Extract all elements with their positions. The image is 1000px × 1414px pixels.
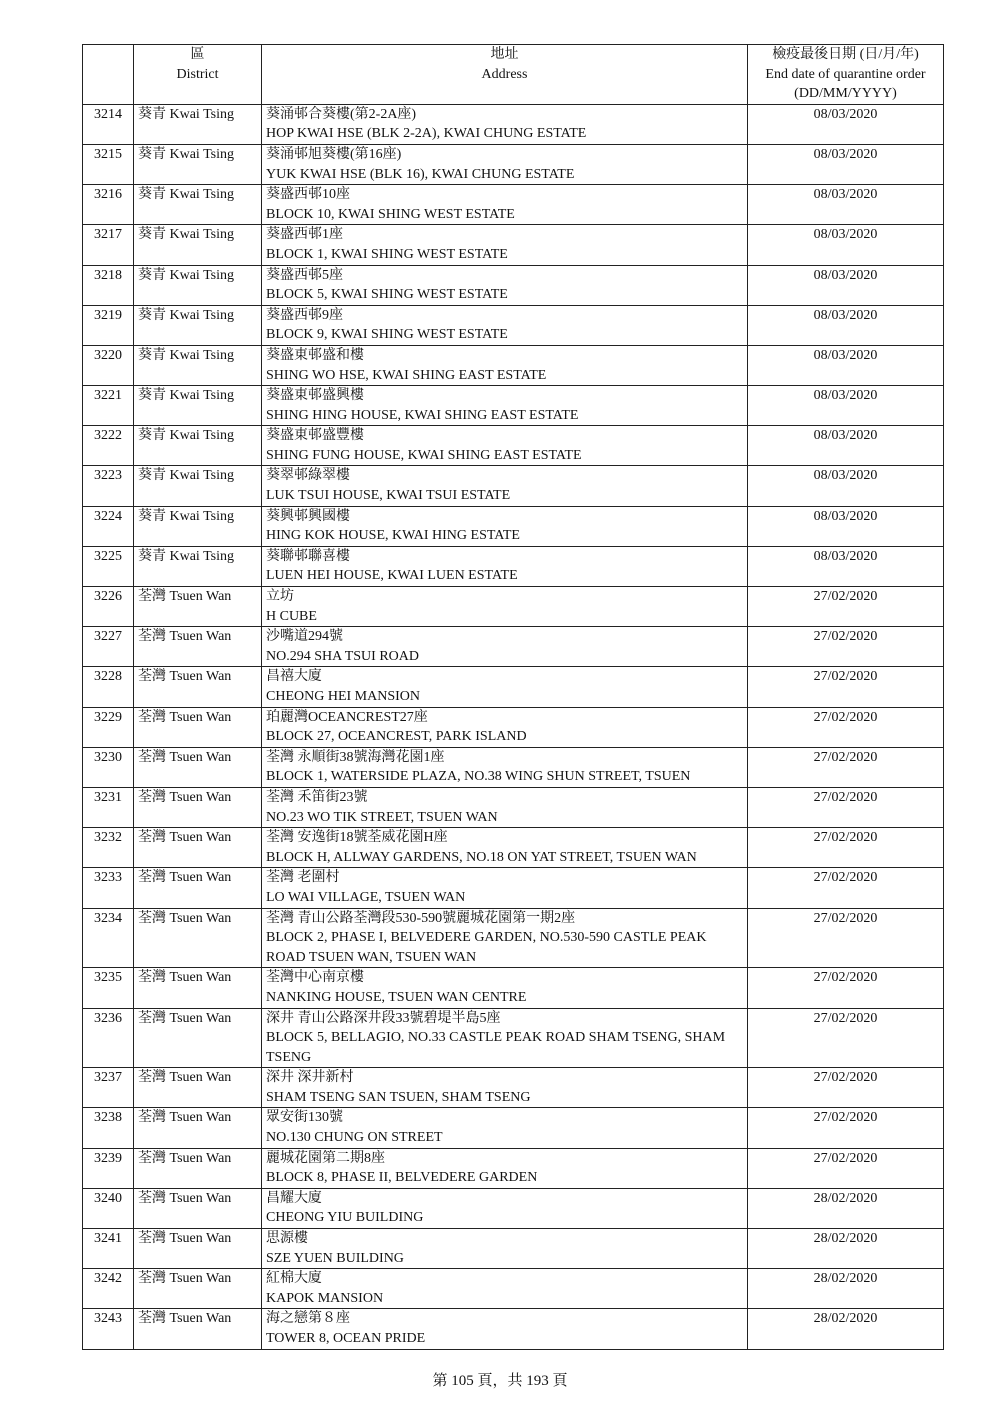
header-address [262, 45, 748, 105]
row-district: 荃灣 Tsuen Wan [134, 1008, 262, 1068]
address-en: CHEONG YIU BUILDING [266, 1210, 424, 1226]
table-row [83, 1008, 944, 1068]
header-address-en: Address [481, 66, 528, 82]
address-en: BLOCK 10, KWAI SHING WEST ESTATE [266, 206, 515, 222]
address-en: KAPOK MANSION [266, 1290, 384, 1306]
row-number: 3239 [83, 1148, 134, 1188]
address-zh: 葵涌邨合葵樓(第2-2A座) [266, 106, 417, 122]
row-number: 3215 [83, 144, 134, 184]
row-address [262, 1269, 748, 1309]
table-row [83, 868, 944, 908]
row-district: 葵青 Kwai Tsing [134, 265, 262, 305]
row-address [262, 144, 748, 184]
row-address [262, 185, 748, 225]
row-number: 3233 [83, 868, 134, 908]
row-address [262, 1068, 748, 1108]
row-address [262, 1108, 748, 1148]
row-number: 3222 [83, 426, 134, 466]
table-row [83, 506, 944, 546]
row-end-date: 27/02/2020 [748, 587, 944, 627]
header-district-en: District [176, 66, 219, 82]
row-number: 3220 [83, 345, 134, 385]
row-number: 3230 [83, 747, 134, 787]
header-number [83, 45, 134, 105]
row-address [262, 345, 748, 385]
header-date-en: End date of quarantine order [765, 66, 926, 82]
row-end-date: 08/03/2020 [748, 305, 944, 345]
address-zh: 昌耀大廈 [266, 1190, 322, 1206]
address-en: HOP KWAI HSE (BLK 2-2A), KWAI CHUNG ESTATE [266, 126, 587, 142]
table-row [83, 1108, 944, 1148]
header-district [134, 45, 262, 105]
table-row [83, 386, 944, 426]
table-row [83, 667, 944, 707]
row-number: 3223 [83, 466, 134, 506]
table-row [83, 1068, 944, 1108]
row-address [262, 386, 748, 426]
address-en: BLOCK H, ALLWAY GARDENS, NO.18 ON YAT STREET, TSUEN WAN [266, 849, 697, 865]
row-end-date: 27/02/2020 [748, 1068, 944, 1108]
row-end-date: 27/02/2020 [748, 1008, 944, 1068]
row-end-date: 08/03/2020 [748, 386, 944, 426]
address-zh: 葵盛東邨盛豐樓 [266, 428, 364, 444]
address-en: BLOCK 9, KWAI SHING WEST ESTATE [266, 327, 508, 343]
address-en: BLOCK 2, PHASE I, BELVEDERE GARDEN, NO.530-590 CASTLE PEAK [266, 930, 707, 946]
row-end-date: 28/02/2020 [748, 1188, 944, 1228]
address-zh: 葵聯邨聯喜樓 [266, 548, 350, 564]
row-district: 葵青 Kwai Tsing [134, 345, 262, 385]
address-zh: 荃灣 禾笛街23號 [266, 789, 368, 805]
row-address [262, 908, 748, 968]
address-en: TOWER 8, OCEAN PRIDE [266, 1331, 426, 1346]
row-address [262, 587, 748, 627]
row-address [262, 828, 748, 868]
address-en: BLOCK 27, OCEANCREST, PARK ISLAND [266, 729, 527, 745]
table-row [83, 104, 944, 144]
address-en: NO.130 CHUNG ON STREET [266, 1130, 443, 1146]
row-number: 3231 [83, 787, 134, 827]
row-district: 荃灣 Tsuen Wan [134, 707, 262, 747]
row-number: 3243 [83, 1309, 134, 1349]
row-end-date: 08/03/2020 [748, 225, 944, 265]
row-end-date: 27/02/2020 [748, 828, 944, 868]
table-row [83, 426, 944, 466]
address-zh: 立坊 [266, 589, 294, 605]
row-address [262, 747, 748, 787]
row-end-date: 27/02/2020 [748, 787, 944, 827]
row-district: 葵青 Kwai Tsing [134, 144, 262, 184]
header-date-zh: 檢疫最後日期 (日/月/年) [772, 47, 919, 62]
row-end-date: 08/03/2020 [748, 185, 944, 225]
row-number: 3221 [83, 386, 134, 426]
row-district: 荃灣 Tsuen Wan [134, 1108, 262, 1148]
address-en: BLOCK 5, KWAI SHING WEST ESTATE [266, 287, 508, 303]
row-number: 3237 [83, 1068, 134, 1108]
row-district: 荃灣 Tsuen Wan [134, 1188, 262, 1228]
row-district: 葵青 Kwai Tsing [134, 466, 262, 506]
row-end-date: 08/03/2020 [748, 546, 944, 586]
address-en: SHING FUNG HOUSE, KWAI SHING EAST ESTATE [266, 447, 582, 463]
row-end-date: 27/02/2020 [748, 747, 944, 787]
address-zh: 葵盛西邨9座 [266, 307, 343, 323]
row-address [262, 546, 748, 586]
address-en: SHAM TSENG SAN TSUEN, SHAM TSENG [266, 1089, 531, 1105]
row-district: 葵青 Kwai Tsing [134, 506, 262, 546]
table-row [83, 787, 944, 827]
address-zh: 麗城花園第二期8座 [266, 1150, 385, 1166]
row-number: 3227 [83, 627, 134, 667]
address-en: SHING HING HOUSE, KWAI SHING EAST ESTATE [266, 407, 579, 423]
address-zh: 葵翠邨綠翠樓 [266, 468, 350, 484]
row-address [262, 1229, 748, 1269]
row-district: 荃灣 Tsuen Wan [134, 908, 262, 968]
address-zh: 荃灣中心南京樓 [266, 970, 364, 986]
row-address [262, 265, 748, 305]
row-district: 荃灣 Tsuen Wan [134, 627, 262, 667]
address-en: CHEONG HEI MANSION [266, 689, 420, 704]
row-address [262, 1008, 748, 1068]
row-address [262, 787, 748, 827]
row-address [262, 667, 748, 707]
row-end-date: 27/02/2020 [748, 1148, 944, 1188]
row-end-date: 27/02/2020 [748, 868, 944, 908]
address-en: BLOCK 1, WATERSIDE PLAZA, NO.38 WING SHUN STREET, TSUEN [266, 769, 691, 785]
address-zh: 思源樓 [266, 1231, 308, 1247]
row-district: 荃灣 Tsuen Wan [134, 787, 262, 827]
row-address [262, 868, 748, 908]
row-address [262, 466, 748, 506]
row-district: 葵青 Kwai Tsing [134, 386, 262, 426]
address-zh: 葵涌邨旭葵樓(第16座) [266, 146, 402, 162]
address-zh: 深井 深井新村 [266, 1070, 354, 1086]
address-zh: 葵盛西邨1座 [266, 227, 343, 243]
row-district: 荃灣 Tsuen Wan [134, 1068, 262, 1108]
row-number: 3219 [83, 305, 134, 345]
table-row [83, 466, 944, 506]
address-en: BLOCK 1, KWAI SHING WEST ESTATE [266, 246, 508, 262]
row-number: 3217 [83, 225, 134, 265]
address-en: LO WAI VILLAGE, TSUEN WAN [266, 889, 466, 905]
row-number: 3225 [83, 546, 134, 586]
row-end-date: 08/03/2020 [748, 265, 944, 305]
row-address [262, 968, 748, 1008]
row-end-date: 27/02/2020 [748, 707, 944, 747]
table-row [83, 305, 944, 345]
address-zh: 葵盛東邨盛和樓 [266, 347, 364, 363]
page-footer: 第 105 頁，共 193 頁 [432, 1373, 568, 1389]
row-address [262, 1188, 748, 1228]
header-date-format: (DD/MM/YYYY) [794, 86, 897, 102]
row-district: 荃灣 Tsuen Wan [134, 587, 262, 627]
row-end-date: 08/03/2020 [748, 466, 944, 506]
row-address [262, 506, 748, 546]
row-district: 葵青 Kwai Tsing [134, 104, 262, 144]
address-zh: 眾安街130號 [266, 1110, 343, 1126]
row-number: 3214 [83, 104, 134, 144]
table-row [83, 1188, 944, 1228]
row-number: 3229 [83, 707, 134, 747]
row-end-date: 08/03/2020 [748, 345, 944, 385]
row-district: 荃灣 Tsuen Wan [134, 868, 262, 908]
row-number: 3224 [83, 506, 134, 546]
row-end-date: 08/03/2020 [748, 104, 944, 144]
row-address [262, 426, 748, 466]
address-en: H CUBE [266, 608, 317, 624]
address-zh: 荃灣 永順街38號海灣花園1座 [266, 749, 445, 765]
row-number: 3235 [83, 968, 134, 1008]
row-end-date: 27/02/2020 [748, 908, 944, 968]
row-district: 葵青 Kwai Tsing [134, 546, 262, 586]
row-number: 3228 [83, 667, 134, 707]
table-row [83, 587, 944, 627]
row-district: 荃灣 Tsuen Wan [134, 828, 262, 868]
address-zh: 荃灣 安逸街18號荃威花園H座 [266, 830, 448, 846]
row-district: 葵青 Kwai Tsing [134, 225, 262, 265]
row-number: 3240 [83, 1188, 134, 1228]
address-en: NO.294 SHA TSUI ROAD [266, 648, 419, 664]
row-end-date: 08/03/2020 [748, 506, 944, 546]
address-en: LUEN HEI HOUSE, KWAI LUEN ESTATE [266, 568, 518, 584]
row-district: 荃灣 Tsuen Wan [134, 968, 262, 1008]
address-zh: 深井 青山公路深井段33號碧堤半島5座 [266, 1010, 501, 1026]
row-end-date: 28/02/2020 [748, 1229, 944, 1269]
table-row [83, 1229, 944, 1269]
header-date [748, 45, 944, 105]
table-row [83, 265, 944, 305]
header-address-zh: 地址 [490, 47, 519, 62]
address-zh: 昌禧大廈 [266, 669, 322, 685]
row-address [262, 225, 748, 265]
row-district: 荃灣 Tsuen Wan [134, 1148, 262, 1188]
table-row [83, 144, 944, 184]
quarantine-address-table [82, 44, 944, 1350]
table-row [83, 1309, 944, 1349]
table-row [83, 828, 944, 868]
row-end-date: 27/02/2020 [748, 667, 944, 707]
table-body [83, 104, 944, 1349]
address-zh: 葵盛西邨5座 [266, 267, 343, 283]
row-district: 荃灣 Tsuen Wan [134, 667, 262, 707]
row-end-date: 08/03/2020 [748, 426, 944, 466]
address-zh: 葵盛東邨盛興樓 [266, 388, 364, 404]
row-district: 荃灣 Tsuen Wan [134, 1309, 262, 1349]
address-en: ROAD TSUEN WAN, TSUEN WAN [266, 949, 477, 965]
row-number: 3218 [83, 265, 134, 305]
address-zh: 紅棉大廈 [266, 1271, 322, 1287]
address-en: BLOCK 5, BELLAGIO, NO.33 CASTLE PEAK ROAD SHAM TSENG, SHAM [266, 1030, 726, 1046]
row-number: 3241 [83, 1229, 134, 1269]
table-row [83, 968, 944, 1008]
address-zh: 沙嘴道294號 [266, 629, 343, 645]
row-number: 3226 [83, 587, 134, 627]
table-header-row [83, 45, 944, 105]
row-district: 荃灣 Tsuen Wan [134, 747, 262, 787]
address-zh: 葵興邨興國樓 [266, 508, 350, 524]
row-address [262, 1309, 748, 1349]
address-zh: 珀麗灣OCEANCREST27座 [266, 709, 428, 725]
table-row [83, 908, 944, 968]
table-row [83, 546, 944, 586]
row-number: 3238 [83, 1108, 134, 1148]
table-row [83, 747, 944, 787]
row-end-date: 28/02/2020 [748, 1309, 944, 1349]
row-address [262, 707, 748, 747]
table-row [83, 225, 944, 265]
address-en: YUK KWAI HSE (BLK 16), KWAI CHUNG ESTATE [266, 166, 575, 182]
address-en: BLOCK 8, PHASE II, BELVEDERE GARDEN [266, 1170, 538, 1186]
table-row [83, 627, 944, 667]
row-address [262, 627, 748, 667]
row-address [262, 104, 748, 144]
address-en: NANKING HOUSE, TSUEN WAN CENTRE [266, 989, 527, 1005]
row-district: 葵青 Kwai Tsing [134, 305, 262, 345]
address-zh: 荃灣 青山公路荃灣段530-590號麗城花園第一期2座 [266, 910, 576, 926]
row-end-date: 28/02/2020 [748, 1269, 944, 1309]
table-row [83, 1148, 944, 1188]
address-zh: 海之戀第８座 [266, 1311, 350, 1327]
row-end-date: 08/03/2020 [748, 144, 944, 184]
row-district: 葵青 Kwai Tsing [134, 185, 262, 225]
row-address [262, 1148, 748, 1188]
row-address [262, 305, 748, 345]
address-en: NO.23 WO TIK STREET, TSUEN WAN [266, 809, 498, 825]
address-en: LUK TSUI HOUSE, KWAI TSUI ESTATE [266, 488, 511, 504]
row-number: 3236 [83, 1008, 134, 1068]
table-row [83, 345, 944, 385]
table-row [83, 1269, 944, 1309]
address-en: SHING WO HSE, KWAI SHING EAST ESTATE [266, 367, 547, 383]
address-en: SZE YUEN BUILDING [266, 1250, 404, 1266]
address-zh: 荃灣 老圍村 [266, 870, 340, 886]
row-district: 葵青 Kwai Tsing [134, 426, 262, 466]
row-district: 荃灣 Tsuen Wan [134, 1269, 262, 1309]
table-row [83, 707, 944, 747]
row-end-date: 27/02/2020 [748, 1108, 944, 1148]
row-number: 3232 [83, 828, 134, 868]
row-end-date: 27/02/2020 [748, 968, 944, 1008]
row-number: 3216 [83, 185, 134, 225]
address-en: TSENG [266, 1049, 312, 1065]
row-number: 3234 [83, 908, 134, 968]
row-district: 荃灣 Tsuen Wan [134, 1229, 262, 1269]
header-district-zh: 區 [190, 47, 205, 62]
row-end-date: 27/02/2020 [748, 627, 944, 667]
address-en: HING KOK HOUSE, KWAI HING ESTATE [266, 528, 520, 544]
address-zh: 葵盛西邨10座 [266, 187, 350, 203]
table-row [83, 185, 944, 225]
row-number: 3242 [83, 1269, 134, 1309]
